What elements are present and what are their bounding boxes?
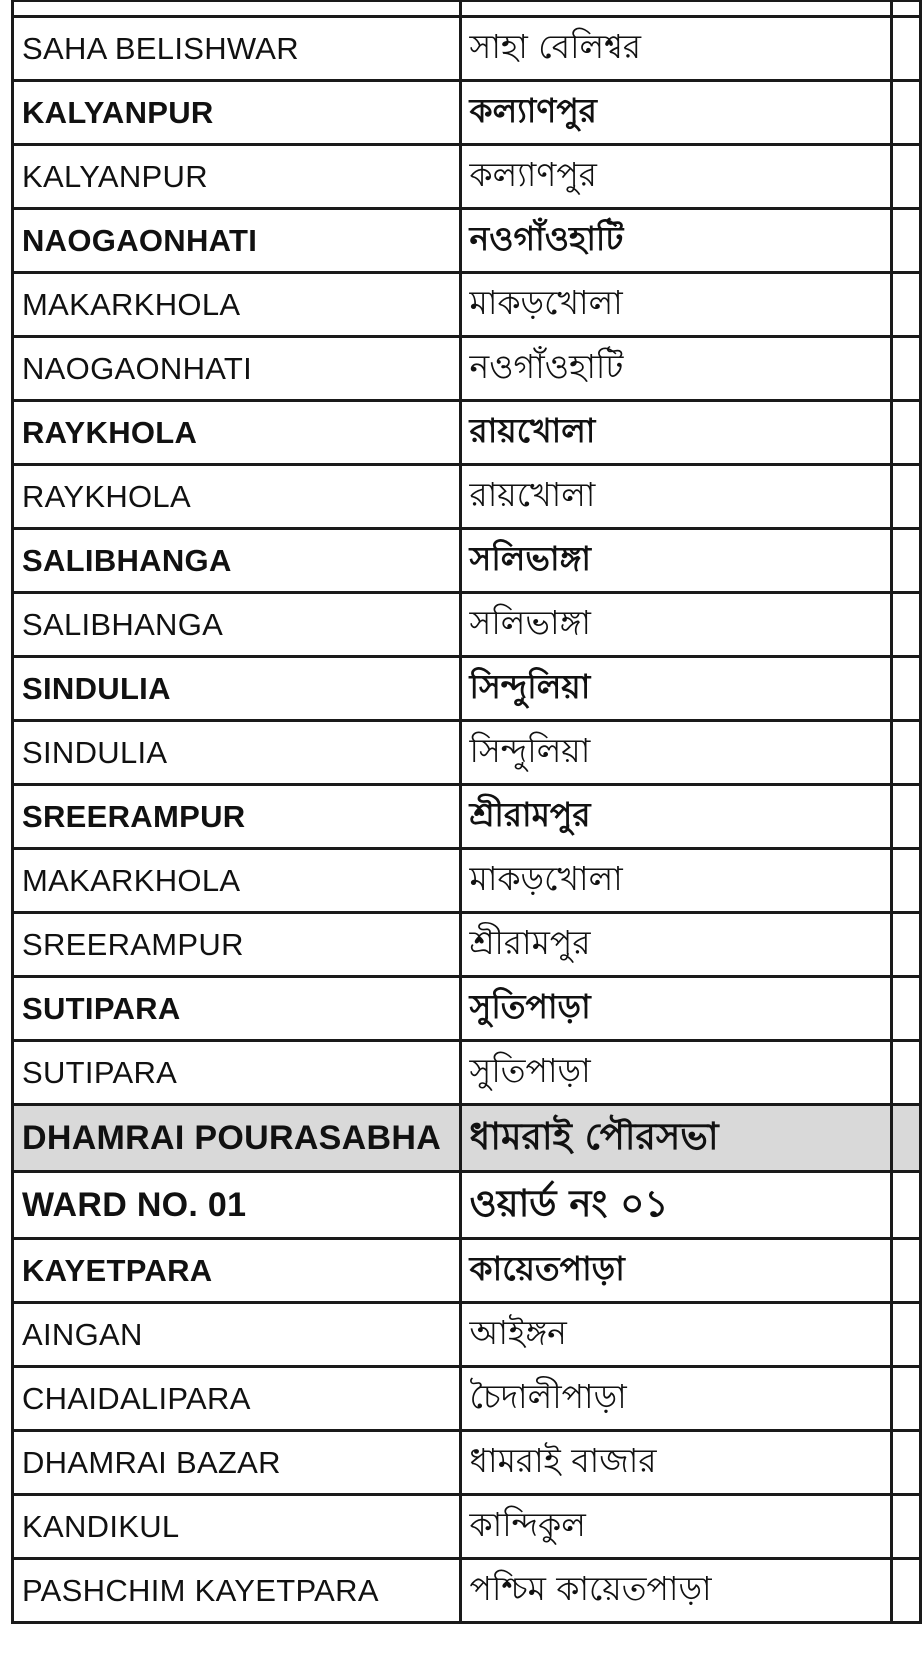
bengali-name-cell: সুতিপাড়া	[460, 977, 892, 1041]
group-header-row	[13, 401, 921, 465]
empty-cell	[892, 1559, 921, 1623]
bengali-name-cell: ধামরাই পৌরসভা	[460, 1105, 892, 1172]
empty-cell	[892, 593, 921, 657]
bengali-name-cell: শ্রীরামপুর	[460, 785, 892, 849]
english-name-cell: SREERAMPUR	[13, 785, 461, 849]
table-row	[13, 721, 921, 785]
english-name-cell: CHAIDALIPARA	[13, 1367, 461, 1431]
group-header-row	[13, 977, 921, 1041]
english-name-cell: SREERAMPUR	[13, 913, 461, 977]
english-name-cell: MAKARKHOLA	[13, 849, 461, 913]
english-name-cell: SAHA BELISHWAR	[13, 17, 461, 81]
empty-cell	[892, 1495, 921, 1559]
english-name-cell: NAOGAONHATI	[13, 209, 461, 273]
empty-cell	[892, 145, 921, 209]
table-row	[13, 1495, 921, 1559]
empty-cell	[892, 401, 921, 465]
bengali-name-cell: ধামরাই বাজার	[460, 1431, 892, 1495]
bengali-name-cell: চৈদালীপাড়া	[460, 1367, 892, 1431]
table-row	[13, 1367, 921, 1431]
table-row	[13, 273, 921, 337]
bengali-name-cell: সাহা বেলিশ্বর	[460, 17, 892, 81]
place-name-table	[11, 0, 922, 1624]
english-name-cell: SINDULIA	[13, 657, 461, 721]
english-name-cell: AINGAN	[13, 1303, 461, 1367]
group-header-row	[13, 81, 921, 145]
table-row	[13, 849, 921, 913]
english-name-cell: SALIBHANGA	[13, 529, 461, 593]
table-row	[13, 145, 921, 209]
english-name-cell: MAKARKHOLA	[13, 273, 461, 337]
english-name-cell: SUTIPARA	[13, 1041, 461, 1105]
group-header-row	[13, 657, 921, 721]
group-header-row	[13, 529, 921, 593]
english-name-cell: KALYANPUR	[13, 145, 461, 209]
empty-cell	[892, 17, 921, 81]
empty-cell	[892, 1303, 921, 1367]
table-row	[13, 913, 921, 977]
english-name-cell: WARD NO. 01	[13, 1172, 461, 1239]
bengali-name-cell: কান্দিকুল	[460, 1495, 892, 1559]
bengali-name-cell: সিন্দুলিয়া	[460, 657, 892, 721]
bengali-name-cell	[460, 1, 892, 17]
table-row	[13, 1, 921, 17]
bengali-name-cell: নওগাঁওহাটি	[460, 209, 892, 273]
bengali-name-cell: কল্যাণপুর	[460, 81, 892, 145]
table-row	[13, 337, 921, 401]
english-name-cell: DHAMRAI POURASABHA	[13, 1105, 461, 1172]
table-row	[13, 1559, 921, 1623]
bengali-name-cell: সিন্দুলিয়া	[460, 721, 892, 785]
bengali-name-cell: কায়েতপাড়া	[460, 1239, 892, 1303]
table-row	[13, 1041, 921, 1105]
empty-cell	[892, 977, 921, 1041]
bengali-name-cell: রায়খোলা	[460, 401, 892, 465]
empty-cell	[892, 785, 921, 849]
empty-cell	[892, 1105, 921, 1172]
english-name-cell: KAYETPARA	[13, 1239, 461, 1303]
english-name-cell: SINDULIA	[13, 721, 461, 785]
english-name-cell: PASHCHIM KAYETPARA	[13, 1559, 461, 1623]
empty-cell	[892, 1431, 921, 1495]
bengali-name-cell: ওয়ার্ড নং ০১	[460, 1172, 892, 1239]
empty-cell	[892, 209, 921, 273]
table-row	[13, 1431, 921, 1495]
empty-cell	[892, 1172, 921, 1239]
empty-cell	[892, 721, 921, 785]
table-row	[13, 1303, 921, 1367]
bengali-name-cell: শ্রীরামপুর	[460, 913, 892, 977]
english-name-cell: DHAMRAI BAZAR	[13, 1431, 461, 1495]
bengali-name-cell: সুতিপাড়া	[460, 1041, 892, 1105]
empty-cell	[892, 1367, 921, 1431]
bengali-name-cell: মাকড়খোলা	[460, 273, 892, 337]
english-name-cell: KANDIKUL	[13, 1495, 461, 1559]
empty-cell	[892, 273, 921, 337]
section-header-row	[13, 1105, 921, 1172]
empty-cell	[892, 913, 921, 977]
group-header-row	[13, 785, 921, 849]
bengali-name-cell: মাকড়খোলা	[460, 849, 892, 913]
empty-cell	[892, 337, 921, 401]
empty-cell	[892, 1041, 921, 1105]
empty-cell	[892, 529, 921, 593]
bengali-name-cell: আইঙ্গন	[460, 1303, 892, 1367]
empty-cell	[892, 1239, 921, 1303]
empty-cell	[892, 81, 921, 145]
bengali-name-cell: নওগাঁওহাটি	[460, 337, 892, 401]
bengali-name-cell: সলিভাঙ্গা	[460, 529, 892, 593]
empty-cell	[892, 465, 921, 529]
table-row	[13, 17, 921, 81]
bengali-name-cell: সলিভাঙ্গা	[460, 593, 892, 657]
table-row	[13, 593, 921, 657]
english-name-cell: NAOGAONHATI	[13, 337, 461, 401]
english-name-cell: KALYANPUR	[13, 81, 461, 145]
empty-cell	[892, 657, 921, 721]
english-name-cell: RAYKHOLA	[13, 465, 461, 529]
table-row	[13, 465, 921, 529]
ward-header-row	[13, 1172, 921, 1239]
bengali-name-cell: রায়খোলা	[460, 465, 892, 529]
group-header-row	[13, 1239, 921, 1303]
english-name-cell: RAYKHOLA	[13, 401, 461, 465]
bengali-name-cell: পশ্চিম কায়েতপাড়া	[460, 1559, 892, 1623]
bengali-name-cell: কল্যাণপুর	[460, 145, 892, 209]
group-header-row	[13, 209, 921, 273]
english-name-cell	[13, 1, 461, 17]
english-name-cell: SUTIPARA	[13, 977, 461, 1041]
empty-cell	[892, 849, 921, 913]
empty-cell	[892, 1, 921, 17]
table-body	[13, 1, 921, 1623]
english-name-cell: SALIBHANGA	[13, 593, 461, 657]
